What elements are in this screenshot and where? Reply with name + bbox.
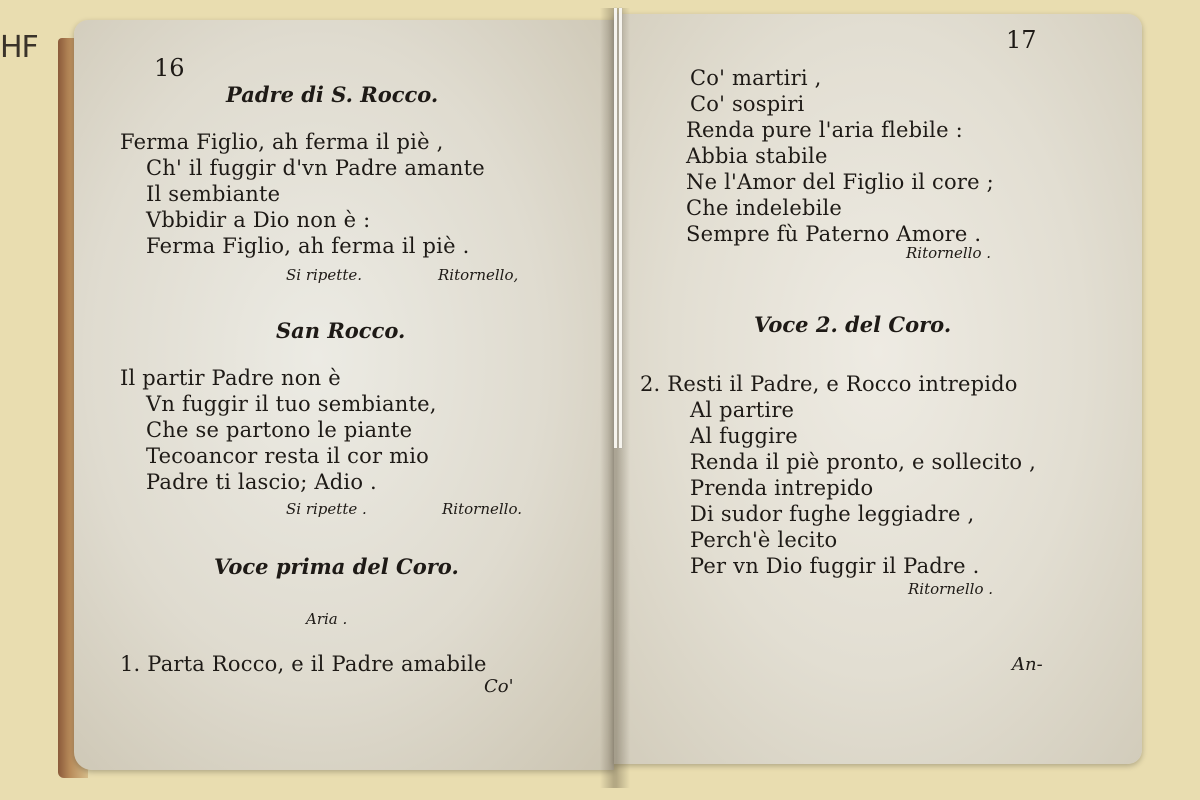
repeat-note: Si ripette . bbox=[286, 500, 367, 518]
verse-line: Renda il piè pronto, e sollecito , bbox=[690, 450, 1036, 474]
verse-line: Tecoancor resta il cor mio bbox=[146, 444, 429, 468]
verse-line: Renda pure l'aria flebile : bbox=[686, 118, 963, 142]
verse-line: Il partir Padre non è bbox=[120, 366, 341, 390]
ritornello-note: Ritornello, bbox=[438, 266, 519, 284]
verse-line: Ferma Figlio, ah ferma il piè . bbox=[146, 234, 470, 258]
aria-label: Aria . bbox=[306, 610, 348, 628]
verse-line: 2. Resti il Padre, e Rocco intrepido bbox=[640, 372, 1018, 396]
verse-line: Co' sospiri bbox=[690, 92, 805, 116]
verse-line: Al partire bbox=[690, 398, 795, 422]
catchword-right: An- bbox=[1012, 654, 1043, 675]
verse-line: Al fuggire bbox=[690, 424, 798, 448]
verse-line: Vn fuggir il tuo sembiante, bbox=[146, 392, 437, 416]
repeat-note: Si ripette. bbox=[286, 266, 362, 284]
verse-line: Sempre fù Paterno Amore . bbox=[686, 222, 982, 246]
verse-line: Perch'è lecito bbox=[690, 528, 838, 552]
right-page bbox=[614, 14, 1142, 764]
verse-line: 1. Parta Rocco, e il Padre amabile bbox=[120, 652, 487, 676]
left-page bbox=[74, 20, 614, 770]
page-number-left: 16 bbox=[154, 54, 185, 82]
verse-line: Che se partono le piante bbox=[146, 418, 413, 442]
page-number-right: 17 bbox=[1006, 26, 1037, 54]
binding-thread bbox=[614, 8, 626, 448]
heading-padre: Padre di S. Rocco. bbox=[226, 82, 439, 107]
verse-line: Per vn Dio fuggir il Padre . bbox=[690, 554, 980, 578]
mount-note: HF bbox=[0, 30, 38, 65]
verse-line: Il sembiante bbox=[146, 182, 281, 206]
verse-line: Co' martiri , bbox=[690, 66, 822, 90]
verse-line: Prenda intrepido bbox=[690, 476, 874, 500]
heading-voce-seconda: Voce 2. del Coro. bbox=[754, 312, 952, 337]
verse-line: Di sudor fughe leggiadre , bbox=[690, 502, 975, 526]
ritornello-note: Ritornello. bbox=[442, 500, 522, 518]
verse-line: Ch' il fuggir d'vn Padre amante bbox=[146, 156, 485, 180]
verse-line: Ne l'Amor del Figlio il core ; bbox=[686, 170, 994, 194]
heading-san-rocco: San Rocco. bbox=[276, 318, 406, 343]
verse-line: Abbia stabile bbox=[686, 144, 828, 168]
verse-line: Padre ti lascio; Adio . bbox=[146, 470, 377, 494]
catchword-left: Co' bbox=[484, 676, 514, 697]
ritornello-note: Ritornello . bbox=[908, 580, 994, 598]
heading-voce-prima: Voce prima del Coro. bbox=[214, 554, 459, 579]
verse-line: Che indelebile bbox=[686, 196, 843, 220]
verse-line: Ferma Figlio, ah ferma il piè , bbox=[120, 130, 444, 154]
ritornello-note: Ritornello . bbox=[906, 244, 992, 262]
open-book bbox=[40, 8, 1160, 788]
verse-line: Vbbidir a Dio non è : bbox=[146, 208, 371, 232]
